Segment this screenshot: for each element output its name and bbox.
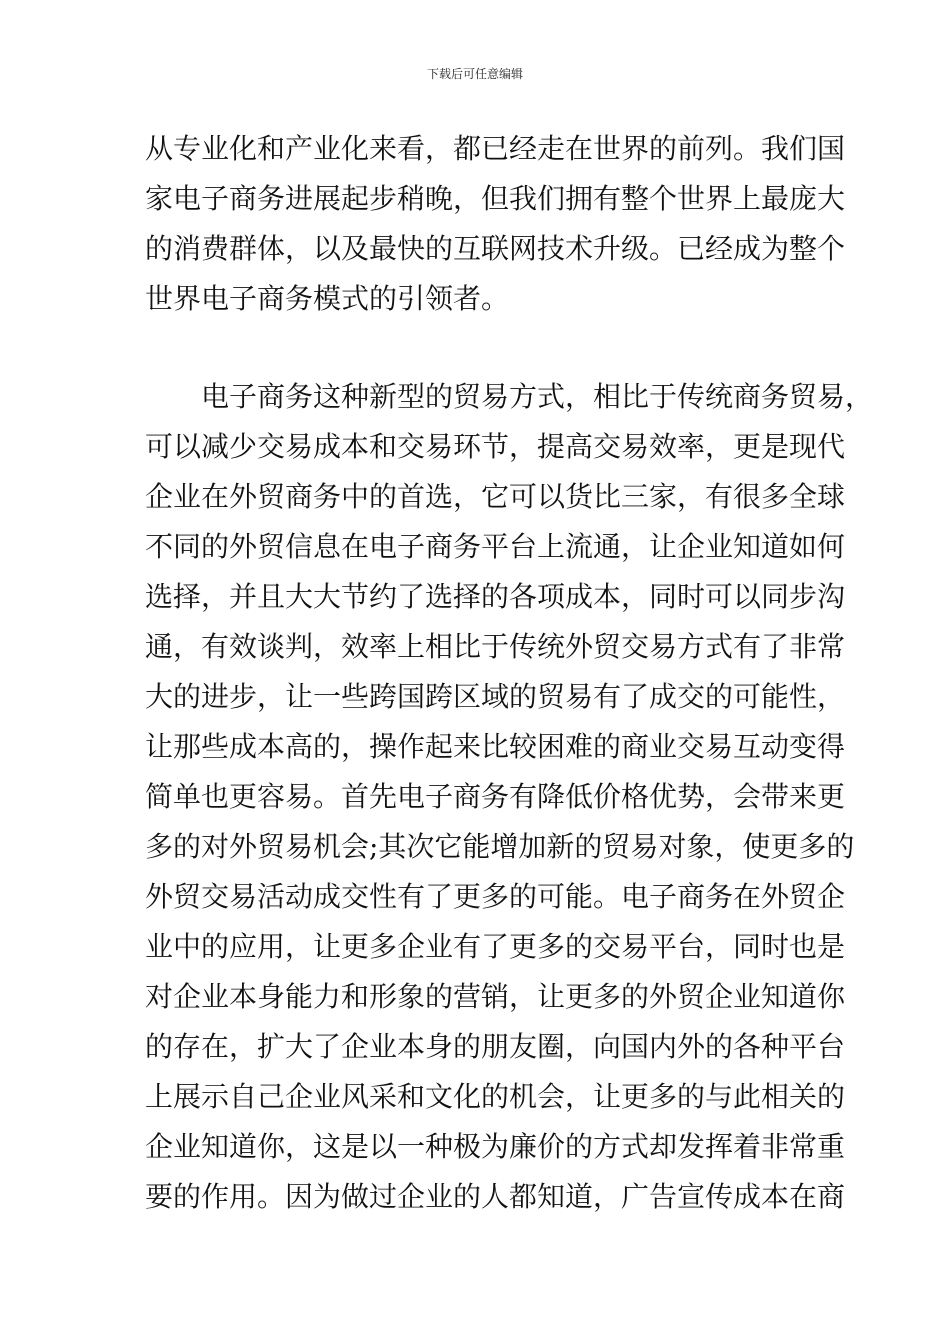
text-line: 上展示自己企业风采和文化的机会，让更多的与此相关的: [145, 1080, 846, 1113]
text-line: 的存在，扩大了企业本身的朋友圈，向国内外的各种平台: [145, 1030, 846, 1063]
text-line: 通，有效谈判，效率上相比于传统外贸交易方式有了非常: [145, 630, 846, 663]
text-line: 不同的外贸信息在电子商务平台上流通，让企业知道如何: [145, 530, 846, 563]
text-line: 让那些成本高的，操作起来比较困难的商业交易互动变得: [145, 730, 846, 763]
text-line: 多的对外贸易机会;其次它能增加新的贸易对象，使更多的: [145, 830, 855, 863]
text-line: 企业在外贸商务中的首选，它可以货比三家，有很多全球: [145, 480, 846, 513]
text-line: 对企业本身能力和形象的营销，让更多的外贸企业知道你: [145, 980, 846, 1013]
text-line: 要的作用。因为做过企业的人都知道，广告宣传成本在商: [145, 1180, 846, 1213]
text-line: 家电子商务进展起步稍晚，但我们拥有整个世界上最庞大: [145, 182, 846, 215]
paragraph-1: [145, 124, 846, 324]
text-line: 可以减少交易成本和交易环节，提高交易效率，更是现代: [145, 430, 846, 463]
text-line: 简单也更容易。首先电子商务有降低价格优势，会带来更: [145, 780, 846, 813]
text-line: 选择，并且大大节约了选择的各项成本，同时可以同步沟: [145, 580, 846, 613]
text-line: 业中的应用，让更多企业有了更多的交易平台，同时也是: [145, 930, 846, 963]
text-line: 电子商务这种新型的贸易方式，相比于传统商务贸易，: [201, 380, 874, 413]
text-line: 外贸交易活动成交性有了更多的可能。电子商务在外贸企: [145, 880, 846, 913]
page-header-note: 下载后可任意编辑: [426, 67, 523, 81]
paragraph-2: [145, 372, 874, 1222]
text-line: 大的进步，让一些跨国跨区域的贸易有了成交的可能性，: [145, 680, 846, 713]
text-line: 从专业化和产业化来看，都已经走在世界的前列。我们国: [145, 132, 846, 165]
text-line: 的消费群体，以及最快的互联网技术升级。已经成为整个: [145, 232, 846, 265]
text-line: 企业知道你，这是以一种极为廉价的方式却发挥着非常重: [145, 1130, 846, 1163]
text-line: 世界电子商务模式的引领者。: [145, 282, 510, 315]
